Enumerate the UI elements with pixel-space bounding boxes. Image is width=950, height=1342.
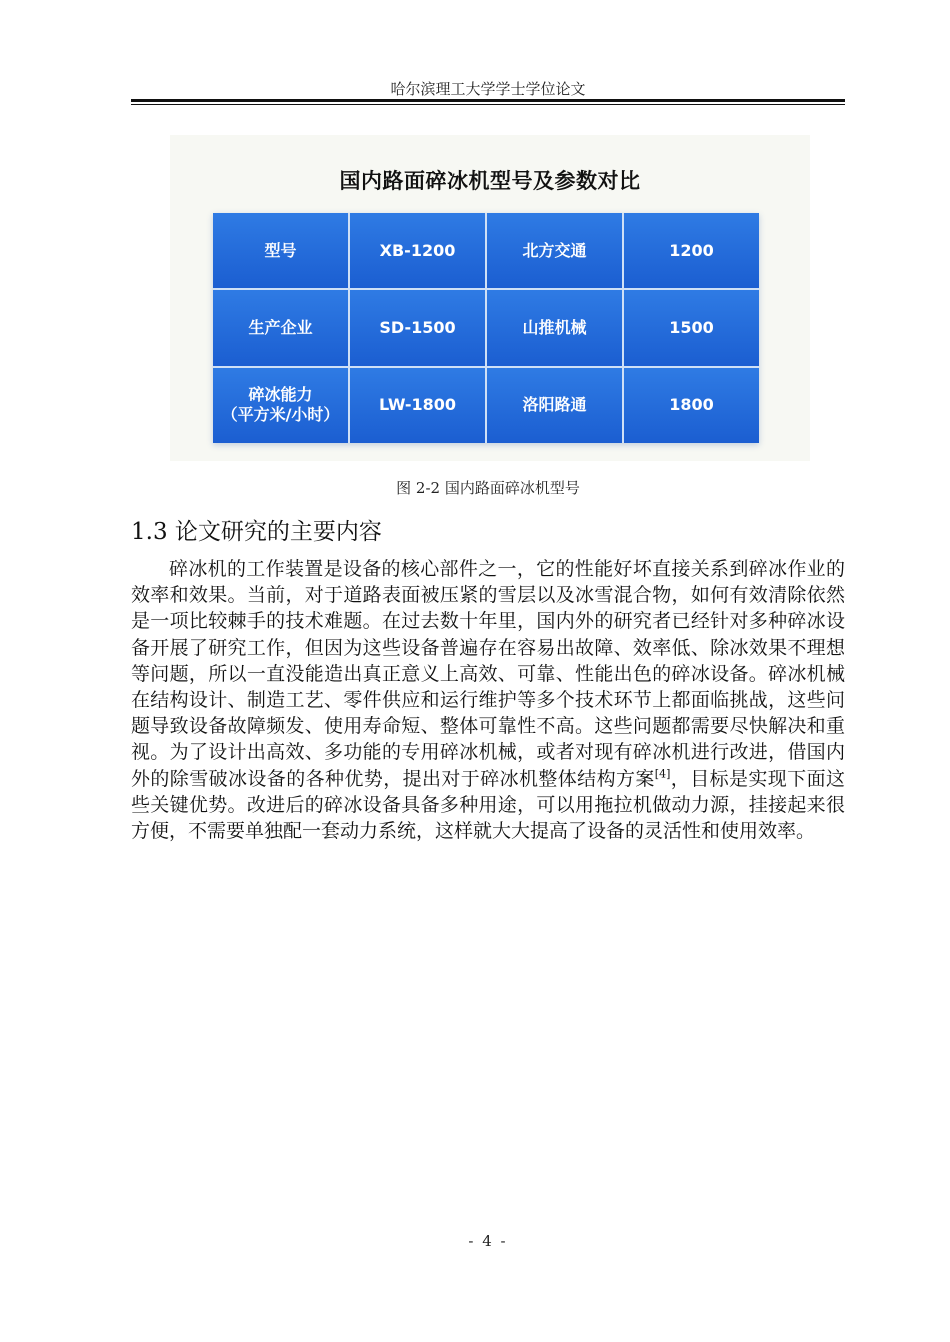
section-heading: 1.3 论文研究的主要内容 — [131, 519, 382, 545]
table-cell: XB-1200 — [350, 213, 485, 288]
figure-title: 国内路面碎冰机型号及参数对比 — [339, 169, 641, 193]
table-cell: 洛阳路通 — [487, 368, 622, 443]
table-cell: 型号 — [213, 213, 348, 288]
table-cell: LW-1800 — [350, 368, 485, 443]
table-cell: 1500 — [624, 290, 759, 365]
spec-table — [213, 213, 759, 443]
citation-ref[interactable]: [4] — [654, 767, 671, 781]
table-cell: 生产企业 — [213, 290, 348, 365]
figure-caption: 图 2-2 国内路面碎冰机型号 — [396, 479, 580, 497]
header-rule — [131, 99, 845, 102]
page-number: - 4 - — [468, 1232, 508, 1250]
table-cell: SD-1500 — [350, 290, 485, 365]
table-cell: 碎冰能力 （平方米/小时） — [213, 368, 348, 443]
running-header: 哈尔滨理工大学学士学位论文 — [390, 80, 586, 98]
table-cell: 山推机械 — [487, 290, 622, 365]
body-paragraph — [131, 556, 845, 844]
table-cell: 北方交通 — [487, 213, 622, 288]
paragraph-text: 碎冰机的工作装置是设备的核心部件之一，它的性能好坏直接关系到碎冰作业的效率和效果。当前，对于道路表面被压紧的雪层以及冰雪混合物，如何有效清除依然是一项比较棘手的技术难题。在过去数十年里，国内外的研究者已经针对多种碎冰设备开展了研究工作，但因为这些设备普遍存在容易出故障、效率低、除冰效果不理想等问题，所以一直没能造出真正意义上高效、可靠、性能出色的碎冰设备。碎冰机械在结构设计、制造工艺、零件供应和运行维护等多个技术环节上都面临挑战，这些问题导致设备故障频发、使用寿命短、整体可靠性不高。这些问题都需要尽快解决和重视。为了设计出高效、多功能的专用碎冰机械，或者对现有碎冰机进行改进，借国内外的除雪破冰设备的各种优势，提出对于碎冰机整体结构方案 — [131, 558, 845, 790]
table-cell: 1200 — [624, 213, 759, 288]
table-cell: 1800 — [624, 368, 759, 443]
paragraph-text-continued: ，目标是实现下面这些关键优势。改进后的碎冰设备具备多种用途，可以用拖拉机做动力源，挂接起来很方便，不需要单独配一套动力系统，这样就大大提高了设备的灵活性和使用效率。 — [131, 767, 845, 843]
figure-image — [170, 135, 810, 461]
header-rule-thin — [131, 104, 845, 105]
